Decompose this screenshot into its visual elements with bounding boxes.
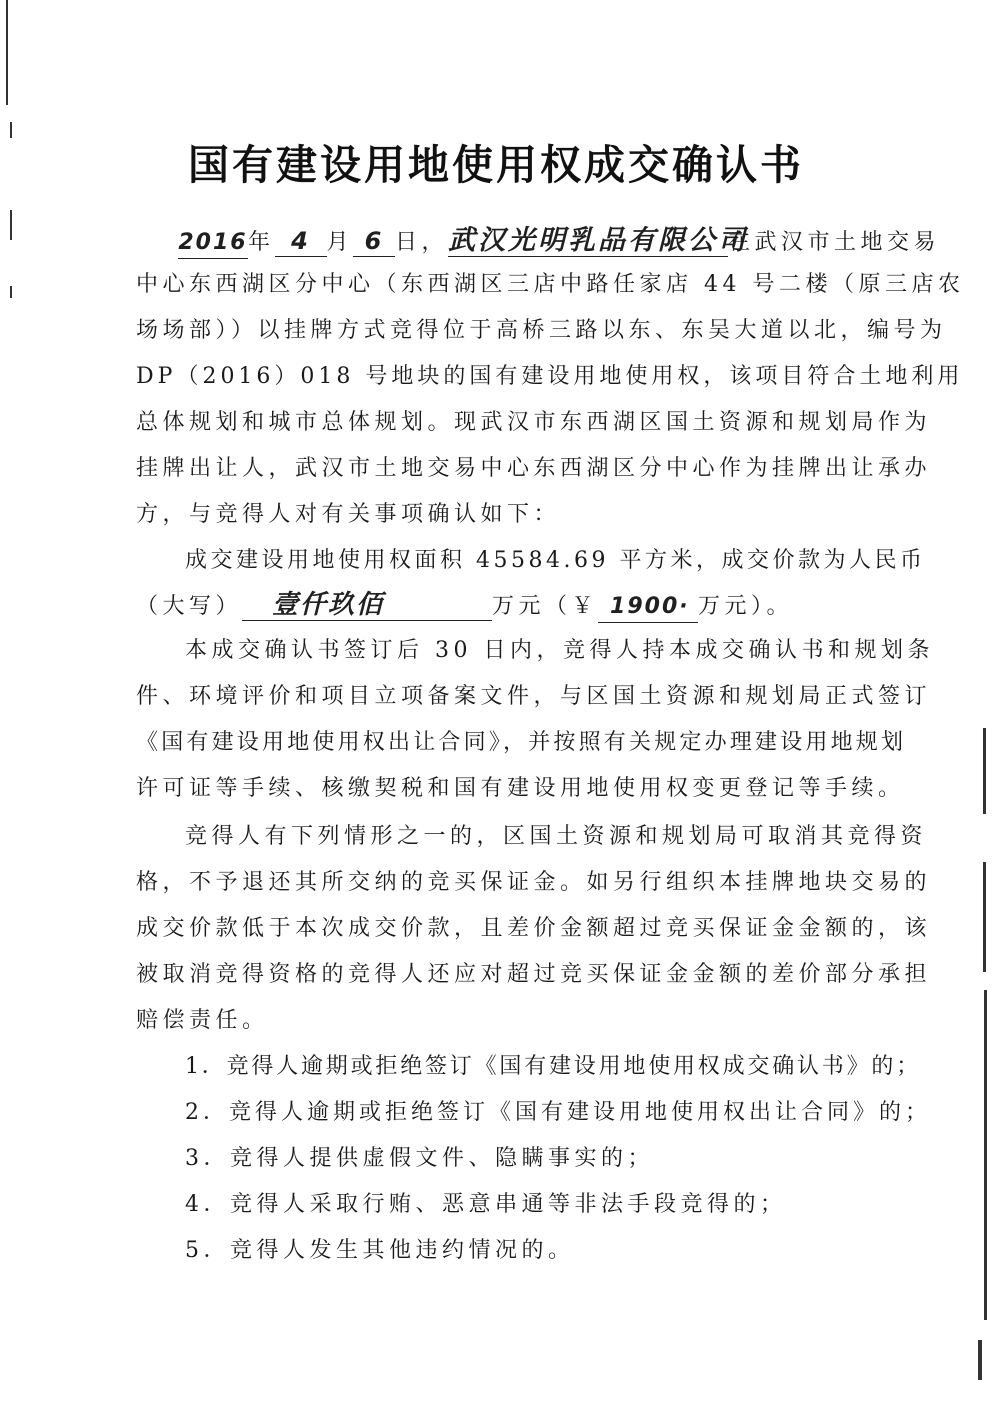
handwritten-amount-chinese: 壹仟玖佰 (242, 590, 492, 621)
handwritten-year: 2016 (178, 228, 248, 259)
cancel-line: 竞得人有下列情形之一的，区国土资源和规划局可取消其竞得资 (185, 824, 928, 849)
intro-line-1 (178, 226, 940, 259)
cancel-line: 被取消竞得资格的竞得人还应对超过竞买保证金金额的差价部分承担 (136, 962, 932, 987)
contract-line: 本成交确认书签订后 30 日内，竞得人持本成交确认书和规划条 (185, 638, 934, 663)
daxie-label: （大写） (136, 594, 243, 619)
intro-line: 挂牌出让人，武汉市土地交易中心东西湖区分中心作为挂牌出让承办 (136, 456, 932, 481)
list-item: 4．竞得人采取行贿、恶意串通等非法手段竞得的； (185, 1192, 787, 1217)
right-scan-edge (984, 990, 987, 1320)
cancel-line: 赔偿责任。 (136, 1008, 269, 1033)
wanyuan-close-label: 万元）。 (698, 594, 794, 619)
handwritten-amount-number: 1900· (598, 592, 698, 623)
intro-line: 场场部））以挂牌方式竞得位于高桥三路以东、东吴大道以北，编号为 (136, 318, 947, 343)
contract-line: 件、环境评价和项目立项备案文件，与区国土资源和规划局正式签订 (136, 684, 932, 709)
right-scan-edge (983, 728, 986, 814)
month-label: 月 (326, 230, 354, 255)
intro-line: 中心东西湖区分中心（东西湖区三店中路任家店 44 号二楼（原三店农 (136, 272, 965, 297)
intro-line: 总体规划和城市总体规划。现武汉市东西湖区国土资源和规划局作为 (136, 410, 932, 435)
list-item: 5．竞得人发生其他违约情况的。 (185, 1238, 575, 1263)
intro-line: 方，与竞得人对有关事项确认如下： (136, 502, 561, 527)
contract-line: 《国有建设用地使用权出让合同》，并按照有关规定办理建设用地规划 (136, 730, 907, 755)
right-scan-edge (983, 862, 986, 972)
cancel-line: 成交价款低于本次成交价款，且差价金额超过竞买保证金金额的，该 (136, 916, 932, 941)
left-scan-speck (10, 122, 12, 138)
wanyuan-label: 万元（￥ (492, 594, 599, 619)
left-scan-speck (10, 286, 12, 298)
year-label: 年 (248, 230, 275, 255)
list-item: 1．竞得人逾期或拒绝签订《国有建设用地使用权成交确认书》的； (185, 1054, 921, 1079)
cancel-line: 格，不予退还其所交纳的竞买保证金。如另行组织本挂牌地块交易的 (136, 870, 932, 895)
left-scan-edge (6, 0, 8, 105)
right-scan-edge (978, 1340, 982, 1380)
intro-line: DP（2016）018 号地块的国有建设用地使用权，该项目符合土地利用 (136, 364, 964, 389)
transaction-line-1: 成交建设用地使用权面积 45584.69 平方米，成交价款为人民币 (185, 548, 926, 573)
list-item: 2．竞得人逾期或拒绝签订《国有建设用地使用权出让合同》的； (185, 1100, 931, 1125)
document-title: 国有建设用地使用权成交确认书 (188, 141, 804, 189)
contract-line: 许可证等手续、核缴契税和国有建设用地使用权变更登记等手续。 (136, 776, 905, 801)
handwritten-day: 6 (353, 226, 395, 257)
transaction-line-2 (136, 590, 793, 623)
handwritten-company-name: 武汉光明乳品有限公司 (448, 225, 749, 256)
day-label: 日， (395, 230, 449, 255)
handwritten-month: 4 (275, 226, 327, 257)
left-scan-speck (10, 210, 12, 240)
intro-line-1-rest: 在武汉市土地交易 (728, 230, 941, 255)
list-item: 3．竞得人提供虚假文件、隐瞒事实的； (185, 1146, 654, 1171)
